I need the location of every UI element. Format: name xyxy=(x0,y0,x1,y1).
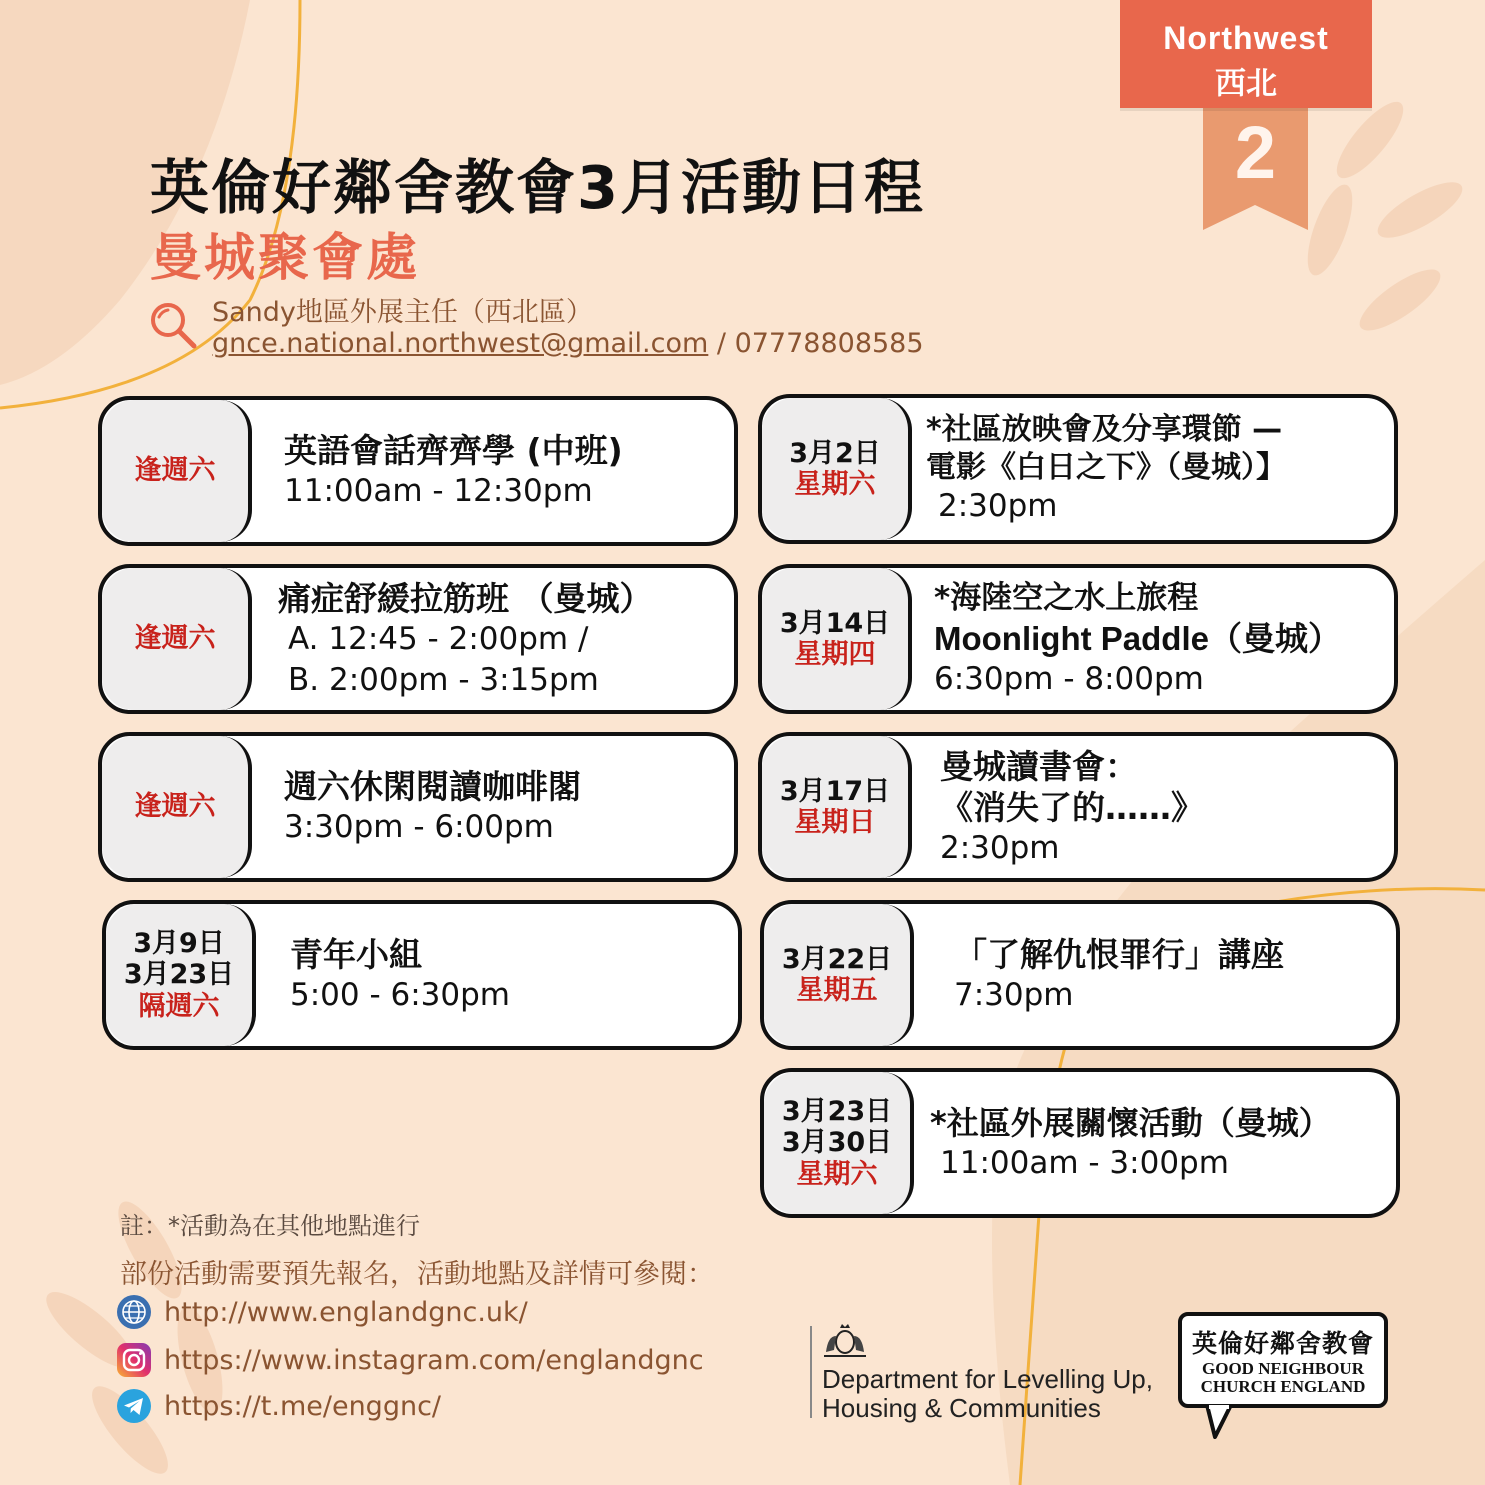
event-day: 星期五 xyxy=(796,975,878,1006)
event-time: 5:00 - 6:30pm xyxy=(290,977,510,1014)
event-card xyxy=(102,900,742,1050)
event-body xyxy=(284,400,720,542)
region-name-en: Northwest xyxy=(1163,20,1329,56)
event-day: 星期四 xyxy=(794,639,876,670)
contact-name: Sandy地區外展主任（西北區） xyxy=(212,297,593,328)
event-time: 11:00am - 12:30pm xyxy=(284,473,593,510)
event-day: 逢週六 xyxy=(134,623,216,655)
event-card xyxy=(758,394,1398,544)
speech-bubble-tail xyxy=(1205,1405,1241,1441)
contact-separator: / xyxy=(708,328,735,359)
event-date-box xyxy=(102,568,252,710)
event-body xyxy=(954,904,1382,1046)
event-body xyxy=(934,568,1380,710)
event-title: *海陸空之水上旅程 xyxy=(934,579,1199,616)
event-title: 痛症舒緩拉筋班 （曼城） xyxy=(278,579,653,619)
sponsor-divider xyxy=(810,1326,812,1418)
region-number: 2 xyxy=(1234,111,1277,194)
event-day: 星期日 xyxy=(794,807,876,838)
logo-name-en-1: GOOD NEIGHBOUR xyxy=(1202,1359,1364,1378)
logo-name-en-2: CHURCH ENGLAND xyxy=(1200,1376,1366,1396)
event-date: 3月14日 xyxy=(779,607,891,639)
event-date: 3月23日 3月30日 xyxy=(781,1096,893,1159)
telegram-link-row[interactable] xyxy=(116,1386,441,1426)
event-title: *社區外展關懷活動（曼城） xyxy=(930,1103,1331,1142)
event-title: 英語會話齊齊學 (中班) xyxy=(284,431,623,471)
region-name-zh: 西北 xyxy=(1215,66,1277,102)
event-card xyxy=(98,564,738,714)
event-time: 2:30pm xyxy=(938,488,1058,525)
royal-crest-icon xyxy=(820,1322,870,1360)
event-day: 星期六 xyxy=(796,1158,878,1190)
event-date: 3月22日 xyxy=(781,943,893,975)
event-card xyxy=(98,732,738,882)
registration-note: 部份活動需要預先報名，活動地點及詳情可參閱： xyxy=(120,1259,714,1290)
event-time: 11:00am - 3:00pm xyxy=(940,1144,1229,1181)
contact-line xyxy=(212,328,924,359)
logo-name-zh: 英倫好鄰舍教會 xyxy=(1191,1329,1374,1358)
event-date-box xyxy=(762,568,912,710)
event-time: 2:30pm xyxy=(940,830,1060,867)
event-date-box xyxy=(762,736,912,878)
event-day: 星期六 xyxy=(794,469,876,500)
event-title-2: Moonlight Paddle（曼城） xyxy=(934,619,1341,657)
event-title: 「了解仇恨罪行」講座 xyxy=(954,935,1284,975)
event-body xyxy=(926,398,1380,540)
event-title-2: 電影《白日之下》（曼城）】 xyxy=(926,449,1286,485)
event-date-box xyxy=(764,904,914,1046)
page-subtitle: 曼城聚會處 xyxy=(150,229,421,288)
phone-number: 07778808585 xyxy=(734,328,924,359)
instagram-icon xyxy=(116,1342,152,1378)
globe-icon xyxy=(116,1294,152,1330)
event-body xyxy=(930,1072,1392,1214)
event-time: A. 12:45 - 2:00pm / xyxy=(288,621,589,658)
event-time: 7:30pm xyxy=(954,977,1074,1014)
event-title: 青年小組 xyxy=(290,935,422,975)
event-date: 3月9日 3月23日 xyxy=(123,928,235,991)
event-title: 曼城讀書會： xyxy=(940,746,1138,786)
event-time: 6:30pm - 8:00pm xyxy=(934,660,1204,697)
event-date-box xyxy=(106,904,256,1046)
event-date-box xyxy=(102,736,252,878)
page-title: 英倫好鄰舍教會3月活動日程 xyxy=(150,153,926,222)
website-link[interactable]: http://www.englandgnc.uk/ xyxy=(164,1296,528,1328)
event-card xyxy=(758,564,1398,714)
sponsor-line-1: Department for Levelling Up, xyxy=(822,1364,1153,1394)
event-body xyxy=(284,736,720,878)
event-title: 週六休閑閱讀咖啡閣 xyxy=(284,767,581,807)
sponsor-name xyxy=(822,1365,1153,1422)
event-date-box xyxy=(102,400,252,542)
event-date: 3月17日 xyxy=(779,775,891,807)
event-date-box xyxy=(762,398,912,540)
event-time-2: B. 2:00pm - 3:15pm xyxy=(288,661,599,698)
event-day: 隔週六 xyxy=(138,990,220,1022)
event-title-2: 《消失了的……》 xyxy=(940,787,1204,827)
telegram-link[interactable]: https://t.me/enggnc/ xyxy=(164,1390,442,1422)
event-card xyxy=(760,900,1400,1050)
sponsor-line-2: Housing & Communities xyxy=(822,1392,1101,1423)
email-link[interactable]: gnce.national.northwest@gmail.com xyxy=(212,328,709,359)
event-title: *社區放映會及分享環節 — xyxy=(926,412,1283,448)
region-ribbon xyxy=(1120,0,1372,108)
footnote: 註：*活動為在其他地點進行 xyxy=(120,1212,420,1240)
event-card xyxy=(760,1068,1400,1218)
event-date: 3月2日 xyxy=(789,437,881,469)
event-body xyxy=(278,568,720,710)
event-card xyxy=(758,732,1398,882)
event-day: 逢週六 xyxy=(134,455,216,487)
telegram-icon xyxy=(116,1388,152,1424)
church-logo xyxy=(1178,1312,1388,1408)
instagram-link[interactable]: https://www.instagram.com/englandgnc xyxy=(164,1344,704,1376)
instagram-link-row[interactable] xyxy=(116,1340,704,1380)
event-date-box xyxy=(764,1072,914,1214)
event-card xyxy=(98,396,738,546)
event-body xyxy=(290,904,724,1046)
event-day: 逢週六 xyxy=(134,791,216,823)
event-time: 3:30pm - 6:00pm xyxy=(284,809,554,846)
website-link-row[interactable] xyxy=(116,1292,528,1332)
search-icon xyxy=(148,300,198,350)
event-body xyxy=(940,736,1380,878)
